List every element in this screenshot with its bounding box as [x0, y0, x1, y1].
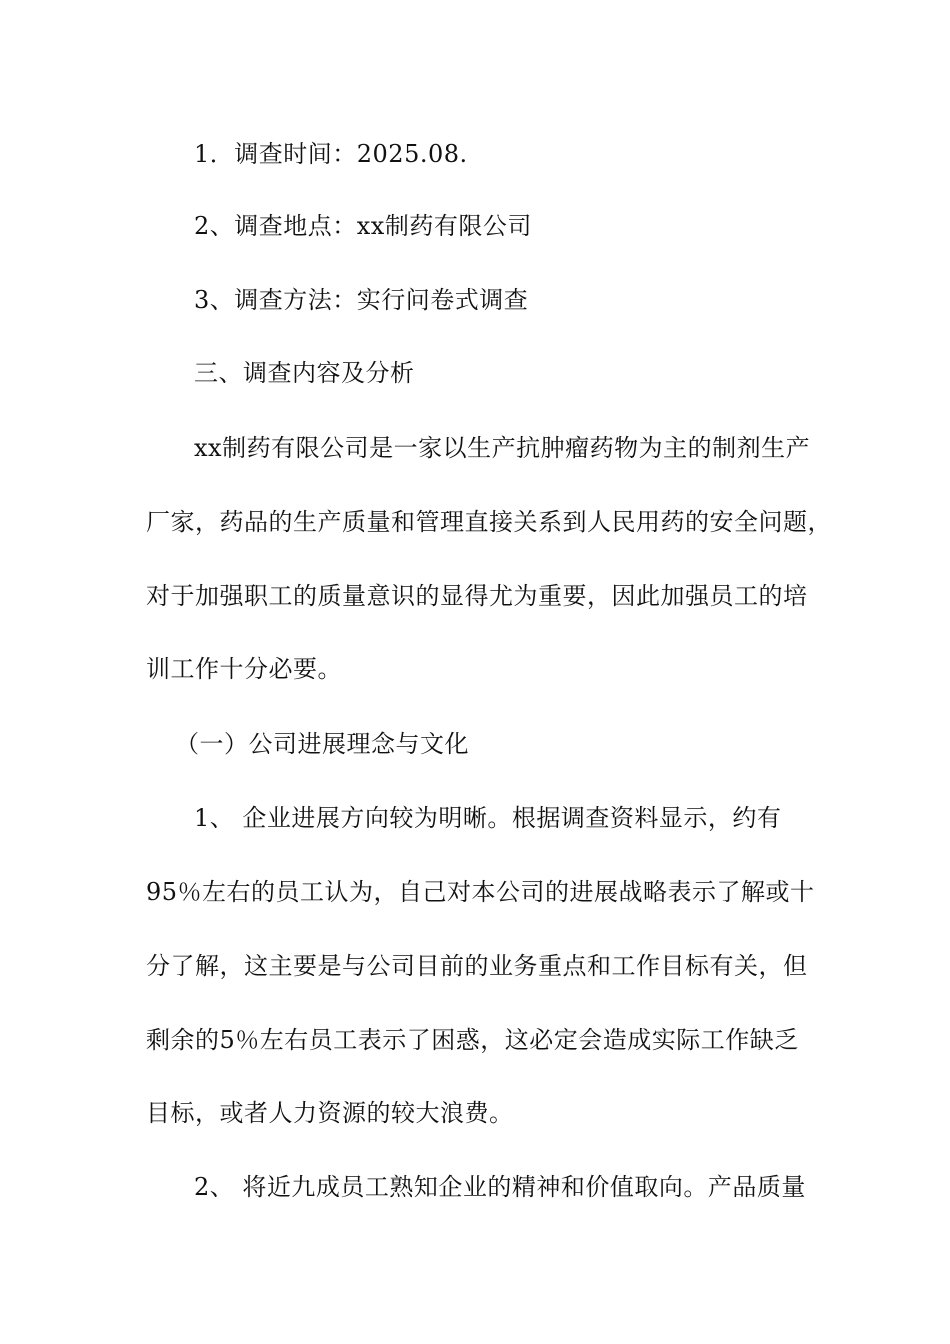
section-heading: 三、调查内容及分析	[194, 359, 415, 387]
paragraph-line: 训工作十分必要。	[146, 655, 342, 683]
survey-location-line: 2、调查地点：xx制药有限公司	[194, 212, 532, 240]
survey-time-line: 1．调查时间：2025.08.	[194, 140, 468, 168]
paragraph-line: 1、 企业进展方向较为明晰。根据调查资料显示，约有	[194, 804, 782, 832]
paragraph-line: 分了解，这主要是与公司目前的业务重点和工作目标有关，但	[146, 952, 808, 980]
paragraph-line: 2、 将近九成员工熟知企业的精神和价值取向。产品质量	[194, 1173, 806, 1201]
paragraph-line: 95％左右的员工认为，自己对本公司的进展战略表示了解或十	[146, 878, 815, 906]
paragraph-line: 厂家，药品的生产质量和管理直接关系到人民用药的安全问题，	[146, 508, 832, 536]
paragraph-line: 剩余的5％左右员工表示了困惑，这必定会造成实际工作缺乏	[146, 1026, 799, 1054]
survey-method-line: 3、调查方法：实行问卷式调查	[194, 286, 529, 314]
subsection-heading: （一）公司进展理念与文化	[175, 730, 469, 758]
paragraph-line: xx制药有限公司是一家以生产抗肿瘤药物为主的制剂生产	[194, 434, 811, 462]
paragraph-line: 对于加强职工的质量意识的显得尤为重要，因此加强员工的培	[146, 582, 808, 610]
paragraph-line: 目标，或者人力资源的较大浪费。	[146, 1099, 514, 1127]
